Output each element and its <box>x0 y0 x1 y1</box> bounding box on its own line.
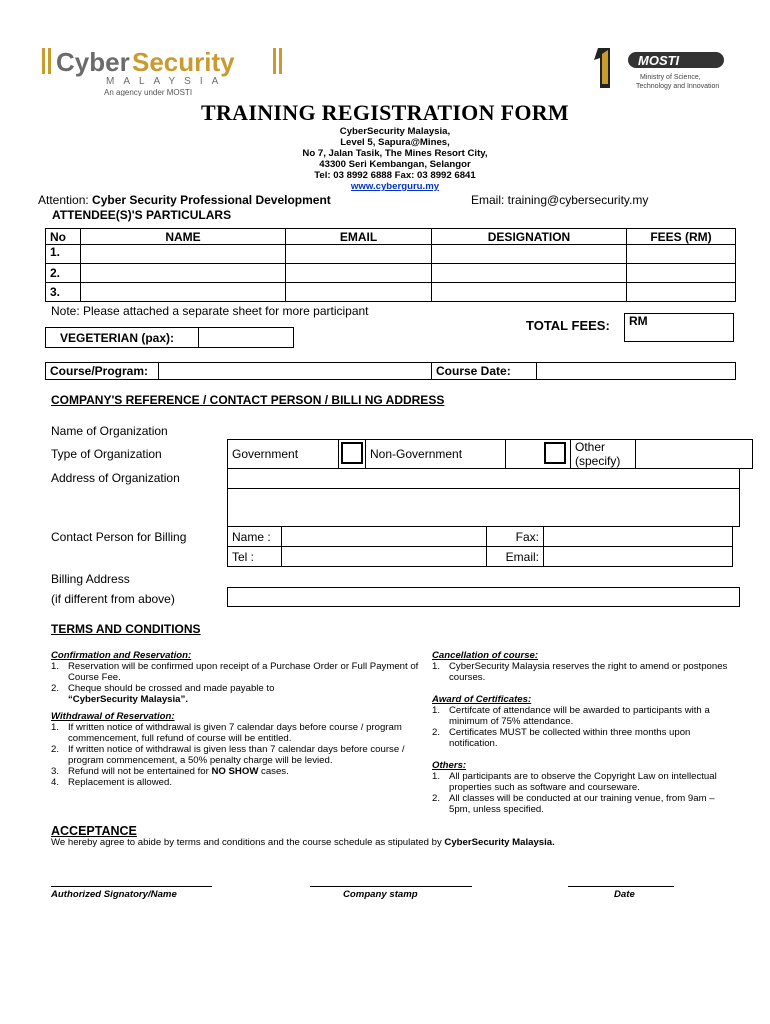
nongov-checkbox[interactable] <box>540 440 571 469</box>
organization-address <box>200 126 590 192</box>
cybersecurity-malaysia-logo <box>40 44 290 101</box>
fees-cell[interactable] <box>627 245 736 264</box>
acceptance-org: CyberSecurity Malaysia. <box>444 837 555 848</box>
address-input-line2[interactable] <box>228 489 740 527</box>
type-nongov-label: Non-Government <box>366 440 506 469</box>
total-fees-label: TOTAL FEES: <box>526 318 610 333</box>
contact-table <box>227 526 733 567</box>
others-title: Others: <box>432 760 467 771</box>
name-label: Name : <box>228 527 282 547</box>
contact-name-input[interactable] <box>282 527 487 547</box>
nongov-checkbox-cell <box>506 440 541 469</box>
type-other-input[interactable] <box>636 440 753 469</box>
billing-label-line2: (if different from above) <box>51 592 175 606</box>
col-fees: FEES (RM) <box>627 229 736 245</box>
svg-text:Technology and Innovation: Technology and Innovation <box>636 83 720 90</box>
total-fees-field[interactable]: RM <box>625 314 734 342</box>
total-fees-box <box>624 313 734 342</box>
specify-text: (specify) <box>575 454 621 468</box>
website-link[interactable]: www.cyberguru.my <box>350 181 440 192</box>
col-email: EMAIL <box>286 229 432 245</box>
acceptance-body: We hereby agree to abide by terms and conditions and the course schedule as stipulated by <box>51 837 445 848</box>
item-text: If written notice of withdrawal is given less than 7 calendar days before course / program commencement, a 50% penalty charge will be levied. <box>68 744 405 766</box>
checkbox-icon <box>544 442 566 464</box>
list-item: 2. All classes will be conducted at our training venue, from 9am – 5pm, unless specified. <box>432 793 715 815</box>
name-cell[interactable] <box>81 264 286 283</box>
stamp-label: Company stamp <box>343 889 418 900</box>
address-line: Level 5, Sapura@Mines, <box>340 137 450 148</box>
fees-cell[interactable] <box>627 264 736 283</box>
award-title: Award of Certificates: <box>432 694 532 705</box>
table-row <box>46 245 736 264</box>
stamp-line[interactable] <box>310 886 472 887</box>
acceptance-text <box>51 837 555 848</box>
date-label: Date <box>614 889 635 900</box>
designation-cell[interactable] <box>432 283 627 302</box>
list-item: 4. Replacement is allowed. <box>51 777 172 788</box>
email-label: Email: <box>487 547 544 567</box>
item-text: Cheque should be crossed and made payable to <box>68 683 275 694</box>
list-item: 2. If written notice of withdrawal is given less than 7 calendar days before course / program commencement, a 50% penalty charge will be levied. <box>51 744 405 766</box>
row-number: 1. <box>46 245 81 264</box>
form-title: TRAINING REGISTRATION FORM <box>201 100 569 125</box>
billing-address-box <box>227 587 740 607</box>
org-type-table <box>227 439 753 469</box>
address-line: Tel: 03 8992 6888 Fax: 03 8992 6841 <box>314 170 476 181</box>
row-number: 2. <box>46 264 81 283</box>
withdrawal-title: Withdrawal of Reservation: <box>51 711 175 722</box>
col-designation: DESIGNATION <box>432 229 627 245</box>
contact-email: Email: training@cybersecurity.my <box>471 193 649 207</box>
row-number: 3. <box>46 283 81 302</box>
no-show-text: NO SHOW <box>211 766 259 777</box>
billing-label-line1: Billing Address <box>51 572 130 586</box>
list-item: 3. Refund will not be entertained for NO SHOW cases. <box>51 766 289 777</box>
attendees-table <box>45 228 736 302</box>
address-box <box>227 468 740 527</box>
org-type-label: Type of Organization <box>51 447 162 461</box>
payee-name: “CyberSecurity Malaysia”. <box>68 694 188 705</box>
list-item: 1. All participants are to observe the Copyright Law on intellectual properties such as software and courseware. <box>432 771 717 793</box>
svg-text:Security: Security <box>132 47 235 77</box>
attendees-heading: ATTENDEE(S)'S PARTICULARS <box>52 208 232 222</box>
contact-billing-label: Contact Person for Billing <box>51 530 187 544</box>
terms-heading: TERMS AND CONDITIONS <box>51 622 201 636</box>
email-cell[interactable] <box>286 283 432 302</box>
list-item: 1. CyberSecurity Malaysia reserves the right to amend or postpones courses. <box>432 661 728 683</box>
vegetarian-input[interactable] <box>199 328 294 348</box>
vegetarian-label: VEGETERIAN (pax): <box>46 328 199 348</box>
course-date-input[interactable] <box>537 363 736 380</box>
cancellation-title: Cancellation of course: <box>432 650 539 661</box>
company-heading: COMPANY'S REFERENCE / CONTACT PERSON / BILLI NG ADDRESS <box>51 393 445 407</box>
item-text: If written notice of withdrawal is given 7 calendar days before course / program commencement, full refund of course will be entitled. <box>68 722 402 744</box>
svg-text:An agency under MOSTI: An agency under MOSTI <box>104 88 193 96</box>
attention-line <box>38 193 331 207</box>
item-text: Refund will not be entertained for <box>68 766 212 777</box>
list-item: 1. If written notice of withdrawal is given 7 calendar days before course / program commencement, full refund of course will be entitled. <box>51 722 402 744</box>
item-text: Certifcate of attendance will be awarded to participants with a minimum of 75% attendance. <box>449 705 710 727</box>
list-item: 2. Cheque should be crossed and made payable to “CyberSecurity Malaysia”. <box>51 683 275 705</box>
confirmation-title: Confirmation and Reservation: <box>51 650 192 661</box>
checkbox-icon <box>341 442 363 464</box>
list-item: 1. Certifcate of attendance will be awarded to participants with a minimum of 75% attendance. <box>432 705 710 727</box>
name-cell[interactable] <box>81 283 286 302</box>
email-cell[interactable] <box>286 245 432 264</box>
item-text: CyberSecurity Malaysia reserves the right to amend or postpones courses. <box>449 661 728 683</box>
email-input[interactable] <box>544 547 733 567</box>
col-name: NAME <box>81 229 286 245</box>
course-date-label: Course Date: <box>432 363 537 380</box>
date-line[interactable] <box>568 886 674 887</box>
vegetarian-row <box>45 327 294 348</box>
org-name-label: Name of Organization <box>51 424 168 438</box>
fax-input[interactable] <box>544 527 733 547</box>
billing-address-input[interactable] <box>228 588 740 607</box>
item-text: Reservation will be confirmed upon receipt of a Purchase Order or Full Payment of Course Fee. <box>68 661 419 683</box>
acceptance-heading: ACCEPTANCE <box>51 824 137 838</box>
billing-address-label <box>51 569 175 609</box>
svg-text:MOSTI: MOSTI <box>638 53 680 68</box>
course-program-label: Course/Program: <box>46 363 159 380</box>
name-cell[interactable] <box>81 245 286 264</box>
other-text: Other <box>575 440 606 454</box>
table-header-row <box>46 229 736 245</box>
list-item: 1. Reservation will be confirmed upon receipt of a Purchase Order or Full Payment of Course Fee. <box>51 661 419 683</box>
course-row <box>45 362 736 380</box>
address-label: Address of Organization <box>51 471 180 485</box>
signatory-label: Authorized Signatory/Name <box>51 889 177 900</box>
item-text: Replacement is allowed. <box>68 777 172 788</box>
item-text: All classes will be conducted at our training venue, from 9am – 5pm, unless specified. <box>449 793 715 815</box>
svg-text:Ministry of Science,: Ministry of Science, <box>640 74 701 81</box>
government-checkbox[interactable] <box>339 440 366 469</box>
type-government-label: Government <box>228 440 339 469</box>
fees-cell[interactable] <box>627 283 736 302</box>
terms-right-column <box>432 650 732 815</box>
address-line: 43300 Seri Kembangan, Selangor <box>319 159 471 170</box>
item-text: All participants are to observe the Copyright Law on intellectual properties such as software and courseware. <box>449 771 717 793</box>
list-item: 2. Certificates MUST be collected within three months upon notification. <box>432 727 691 749</box>
item-text: Certificates MUST be collected within three months upon notification. <box>449 727 691 749</box>
signature-line[interactable] <box>51 886 212 887</box>
terms-left-column <box>51 650 419 788</box>
col-no: No <box>46 229 81 245</box>
attention-name: Cyber Security Professional Development <box>92 193 331 207</box>
address-line: No 7, Jalan Tasik, The Mines Resort City, <box>302 148 488 159</box>
attendee-note: Note: Please attached a separate sheet for more participant <box>51 304 369 318</box>
designation-cell[interactable] <box>432 245 627 264</box>
svg-text:Cyber: Cyber <box>56 47 130 77</box>
tel-input[interactable] <box>282 547 487 567</box>
type-other-label <box>571 440 636 469</box>
designation-cell[interactable] <box>432 264 627 283</box>
item-text: cases. <box>258 766 289 777</box>
course-program-input[interactable] <box>159 363 432 380</box>
address-input-line1[interactable] <box>228 469 740 489</box>
table-row <box>46 283 736 302</box>
svg-text:MALAYSIA: MALAYSIA <box>106 76 228 87</box>
mosti-logo <box>590 44 730 99</box>
attention-prefix: Attention: <box>38 193 93 207</box>
address-line: CyberSecurity Malaysia, <box>339 126 451 137</box>
table-row <box>46 264 736 283</box>
email-cell[interactable] <box>286 264 432 283</box>
tel-label: Tel : <box>228 547 282 567</box>
fax-label: Fax: <box>487 527 544 547</box>
